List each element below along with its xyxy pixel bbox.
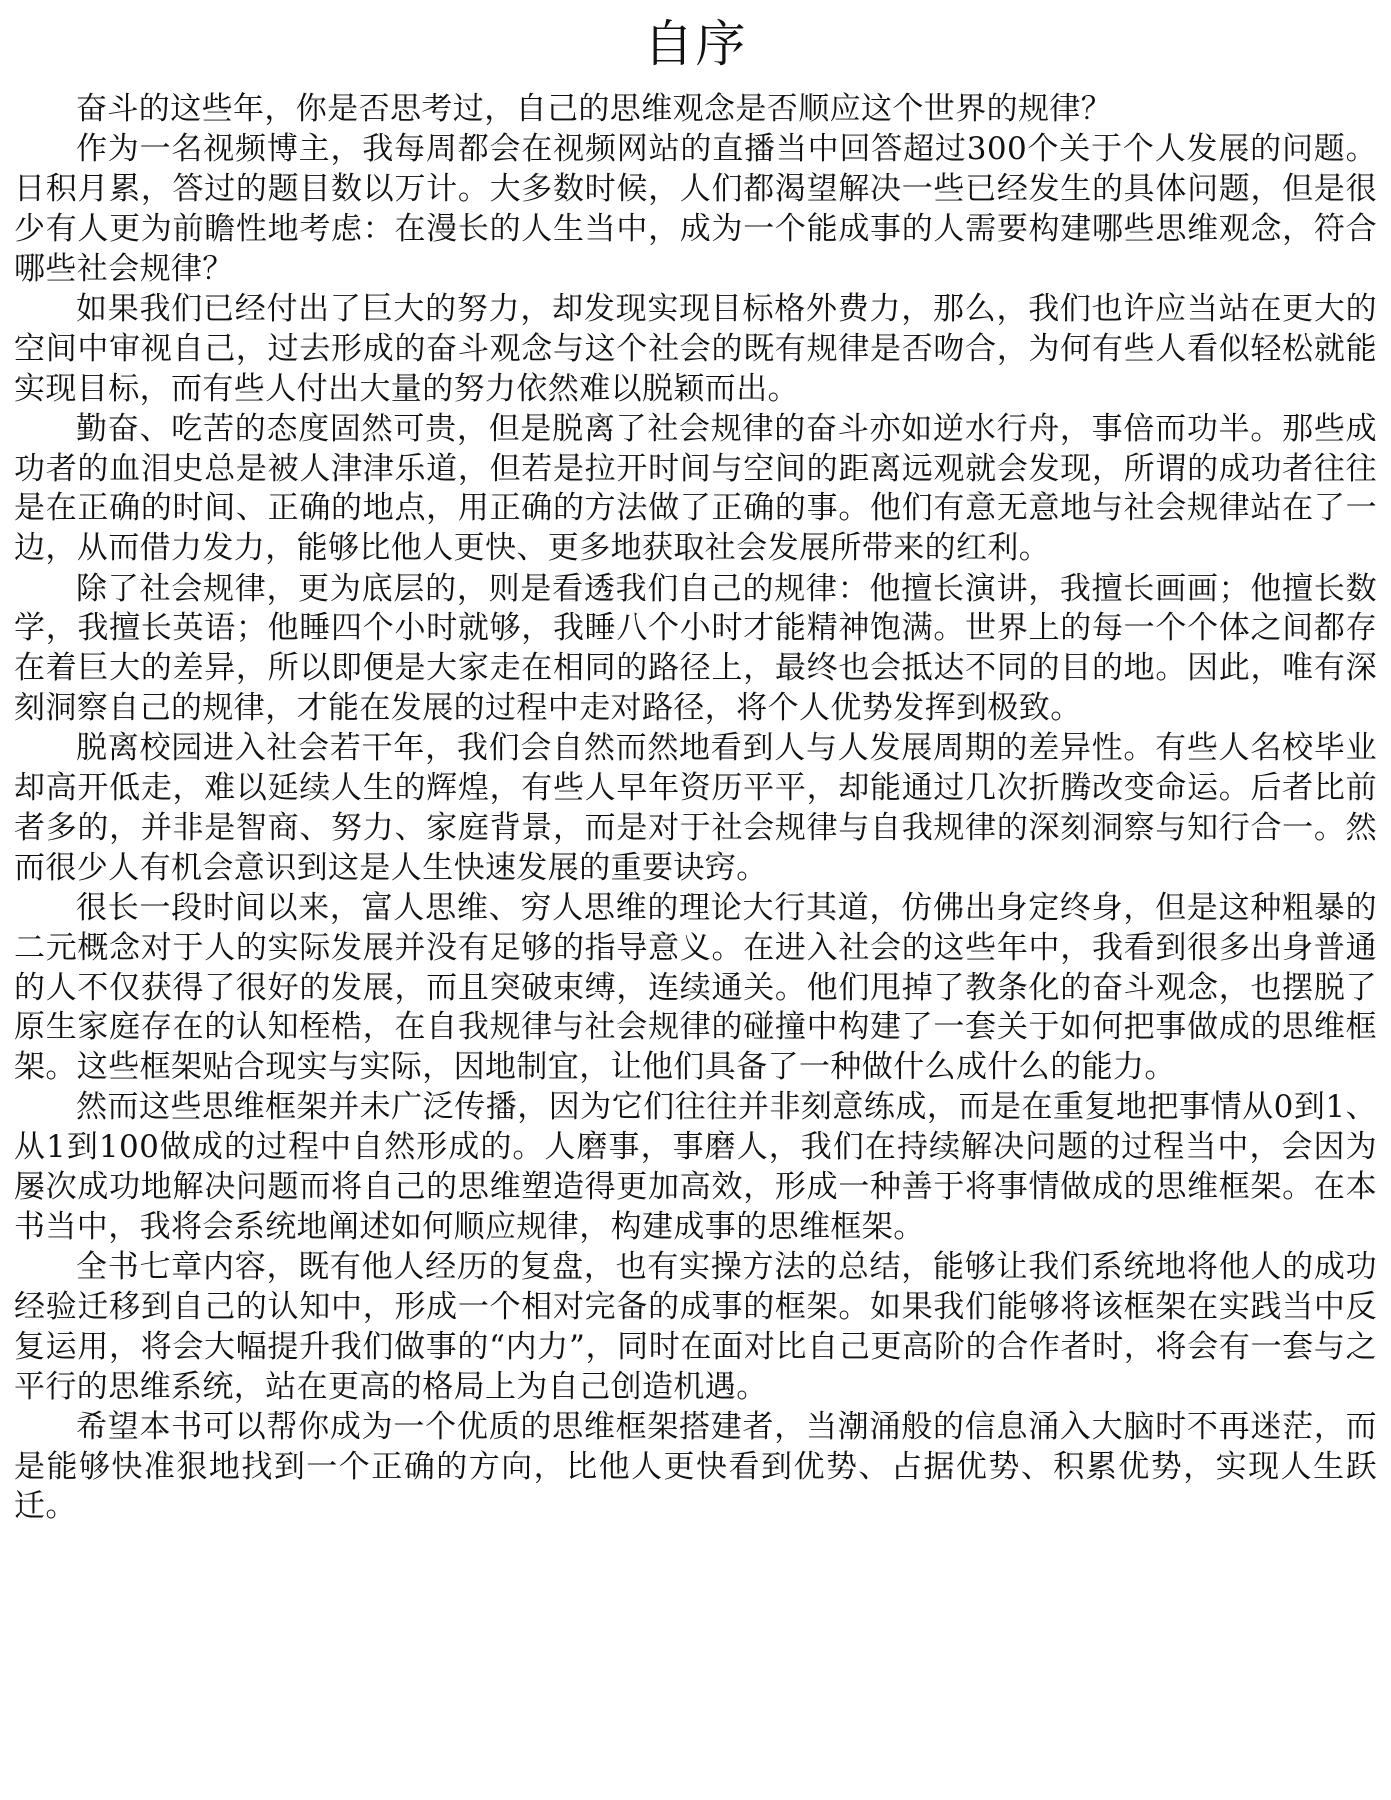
paragraph-4: 勤奋、吃苦的态度固然可贵，但是脱离了社会规律的奋斗亦如逆水行舟，事倍而功半。那些成功者的血泪史总是被人津津乐道，但若是拉开时间与空间的距离远观就会发现，所谓的成功者往往是在正确的时间、正确的地点，用正确的方法做了正确的事。他们有意无意地与社会规律站在了一边，从而借力发力，能够比他人更快、更多地获取社会发展所带来的红利。 (14, 410, 1377, 567)
paragraph-8: 然而这些思维框架并未广泛传播，因为它们往往并非刻意练成，而是在重复地把事情从0到1、从1到100做成的过程中自然形成的。人磨事，事磨人，我们在持续解决问题的过程当中，会因为屡次成功地解决问题而将自己的思维塑造得更加高效，形成一种善于将事情做成的思维框架。在本书当中，我将会系统地阐述如何顺应规律，构建成事的思维框架。 (14, 1089, 1377, 1245)
paragraph-9: 全书七章内容，既有他人经历的复盘，也有实操方法的总结，能够让我们系统地将他人的成功经验迁移到自己的认知中，形成一个相对完备的成事的框架。如果我们能够将该框架在实践当中反复运用，将会大幅提升我们做事的“内力”，同时在面对比自己更高阶的合作者时，将会有一套与之平行的思维系统，站在更高的格局上为自己创造机遇。 (14, 1249, 1377, 1405)
paragraph-1: 奋斗的这些年，你是否思考过，自己的思维观念是否顺应这个世界的规律？ (76, 91, 1113, 127)
page-title: 自序 (643, 15, 748, 73)
paragraph-2: 作为一名视频博主，我每周都会在视频网站的直播当中回答超过300个关于个人发展的问题。日积月累，答过的题目数以万计。大多数时候，人们都渴望解决一些已经发生的具体问题，但是很少有人更为前瞻性地考虑：在漫长的人生当中，成为一个能成事的人需要构建哪些思维观念，符合哪些社会规律？ (14, 131, 1377, 287)
paragraph-5: 除了社会规律，更为底层的，则是看透我们自己的规律：他擅长演讲，我擅长画画；他擅长数学，我擅长英语；他睡四个小时就够，我睡八个小时才能精神饱满。世界上的每一个个体之间都存在着巨大的差异，所以即便是大家走在相同的路径上，最终也会抵达不同的目的地。因此，唯有深刻洞察自己的规律，才能在发展的过程中走对路径，将个人优势发挥到极致。 (14, 570, 1377, 726)
preface-body (14, 90, 1377, 1527)
paragraph-10: 希望本书可以帮你成为一个优质的思维框架搭建者，当潮涌般的信息涌入大脑时不再迷茫，而是能够快准狠地找到一个正确的方向，比他人更快看到优势、占据优势、积累优势，实现人生跃迁。 (14, 1408, 1377, 1525)
paragraph-7: 很长一段时间以来，富人思维、穷人思维的理论大行其道，仿佛出身定终身，但是这种粗暴的二元概念对于人的实际发展并没有足够的指导意义。在进入社会的这些年中，我看到很多出身普通的人不仅获得了很好的发展，而且突破束缚，连续通关。他们甩掉了教条化的奋斗观念，也摆脱了原生家庭存在的认知桎梏，在自我规律与社会规律的碰撞中构建了一套关于如何把事做成的思维框架。这些框架贴合现实与实际，因地制宜，让他们具备了一种做什么成什么的能力。 (14, 889, 1377, 1086)
paragraph-6: 脱离校园进入社会若干年，我们会自然而然地看到人与人发展周期的差异性。有些人名校毕业却高开低走，难以延续人生的辉煌，有些人早年资历平平，却能通过几次折腾改变命运。后者比前者多的，并非是智商、努力、家庭背景，而是对于社会规律与自我规律的深刻洞察与知行合一。然而很少人有机会意识到这是人生快速发展的重要诀窍。 (14, 730, 1377, 886)
paragraph-3: 如果我们已经付出了巨大的努力，却发现实现目标格外费力，那么，我们也许应当站在更大的空间中审视自己，过去形成的奋斗观念与这个社会的既有规律是否吻合，为何有些人看似轻松就能实现目标，而有些人付出大量的努力依然难以脱颖而出。 (14, 290, 1377, 407)
